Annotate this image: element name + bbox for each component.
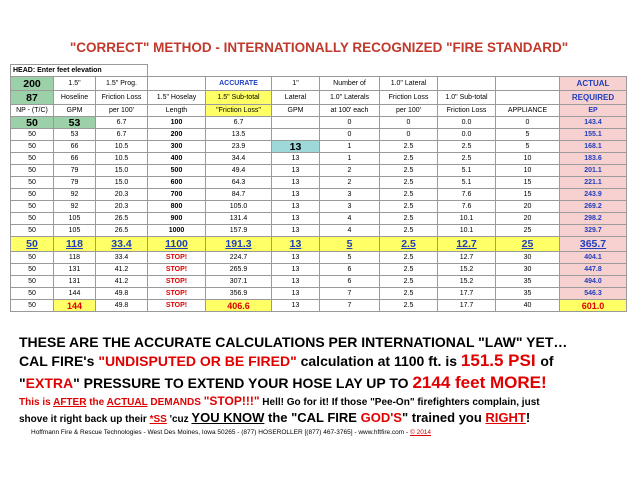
table-cell: 5 bbox=[320, 252, 380, 264]
table-cell: 79 bbox=[54, 177, 96, 189]
table-cell: 20 bbox=[496, 201, 560, 213]
table-cell: 13 bbox=[272, 264, 320, 276]
header-cell: Friction Loss bbox=[96, 91, 148, 105]
table-cell: 26.5 bbox=[96, 225, 148, 237]
table-cell: 356.9 bbox=[206, 288, 272, 300]
table-cell: 25 bbox=[496, 225, 560, 237]
table-cell: 10.5 bbox=[96, 141, 148, 153]
table-cell: 35 bbox=[496, 288, 560, 300]
table-cell: 800 bbox=[148, 201, 206, 213]
table-cell: 50 bbox=[11, 213, 54, 225]
table-row bbox=[11, 276, 627, 288]
table-cell: 131 bbox=[54, 264, 96, 276]
table-cell: 365.7 bbox=[560, 237, 627, 252]
table-cell: 2.5 bbox=[438, 153, 496, 165]
table-cell: 224.7 bbox=[206, 252, 272, 264]
table-cell: 243.9 bbox=[560, 189, 627, 201]
table-cell: 3 bbox=[320, 201, 380, 213]
table-cell: 50 bbox=[11, 141, 54, 153]
table-cell: 50 bbox=[11, 129, 54, 141]
table-cell: 105 bbox=[54, 213, 96, 225]
table-cell: 4 bbox=[320, 213, 380, 225]
table-cell: 35 bbox=[496, 276, 560, 288]
table-cell: 20.3 bbox=[96, 189, 148, 201]
table-cell: STOP! bbox=[148, 252, 206, 264]
header-row-1 bbox=[11, 77, 627, 91]
table-cell: 13 bbox=[272, 276, 320, 288]
table-cell: 13 bbox=[272, 300, 320, 312]
table-cell: 6.7 bbox=[206, 117, 272, 129]
table-row bbox=[11, 300, 627, 312]
table-cell: 92 bbox=[54, 189, 96, 201]
table-cell: 13 bbox=[272, 189, 320, 201]
table-cell: 13 bbox=[272, 252, 320, 264]
table-cell: 13 bbox=[272, 288, 320, 300]
table-cell bbox=[272, 117, 320, 129]
table-cell: 33.4 bbox=[96, 237, 148, 252]
header-cell: 1.0" Sub-total bbox=[438, 91, 496, 105]
table-cell: 191.3 bbox=[206, 237, 272, 252]
table-cell: 15.0 bbox=[96, 177, 148, 189]
header-cell: EP bbox=[560, 105, 627, 117]
header-cell: "Friction Loss" bbox=[206, 105, 272, 117]
table-cell: 50 bbox=[11, 153, 54, 165]
table-cell: 84.7 bbox=[206, 189, 272, 201]
table-cell: 404.1 bbox=[560, 252, 627, 264]
table-cell: 329.7 bbox=[560, 225, 627, 237]
header-cell: Hoseline bbox=[54, 91, 96, 105]
table-cell: 2.5 bbox=[380, 177, 438, 189]
table-cell: 900 bbox=[148, 213, 206, 225]
table-cell: 400 bbox=[148, 153, 206, 165]
table-row bbox=[11, 288, 627, 300]
header-cell: Number of bbox=[320, 77, 380, 91]
table-cell[interactable]: 53 bbox=[54, 117, 96, 129]
table-cell: 15.2 bbox=[438, 276, 496, 288]
table-cell: 100 bbox=[148, 117, 206, 129]
table-cell: 13 bbox=[272, 237, 320, 252]
table-cell: 17.7 bbox=[438, 288, 496, 300]
footer-credit: Hoffmann Fire & Rescue Technologies - West Des Moines, Iowa 50265 - (877) HOSEROLLER [(877) 467-3765] - www.hftfire.com - © 2014 bbox=[31, 429, 432, 436]
header-cell: NP - (T/C) bbox=[11, 105, 54, 117]
table-cell: 0 bbox=[380, 129, 438, 141]
table-cell: 200 bbox=[148, 129, 206, 141]
header-row-2 bbox=[11, 91, 627, 105]
table-row bbox=[11, 201, 627, 213]
table-cell: 144 bbox=[54, 288, 96, 300]
head-value[interactable]: 200 bbox=[11, 77, 54, 91]
table-cell: 2.5 bbox=[380, 213, 438, 225]
table-cell: 105 bbox=[54, 225, 96, 237]
table-cell: 2.5 bbox=[380, 201, 438, 213]
table-row bbox=[11, 264, 627, 276]
header-cell: Friction Loss bbox=[438, 105, 496, 117]
table-cell: 40 bbox=[496, 300, 560, 312]
table-cell: 30 bbox=[496, 264, 560, 276]
table-cell: 50 bbox=[11, 177, 54, 189]
table-cell: 183.6 bbox=[560, 153, 627, 165]
table-row bbox=[11, 213, 627, 225]
table-cell: 41.2 bbox=[96, 264, 148, 276]
table-cell: 10 bbox=[496, 153, 560, 165]
header-cell: ACTUAL bbox=[560, 77, 627, 91]
table-cell: 155.1 bbox=[560, 129, 627, 141]
table-cell: 50 bbox=[11, 288, 54, 300]
header-cell: 1.5" Hoselay bbox=[148, 91, 206, 105]
table-cell: 5 bbox=[496, 141, 560, 153]
table-cell: 1100 bbox=[148, 237, 206, 252]
commentary-line-4: This is AFTER the ACTUAL DEMANDS "STOP!!!" Hell! Go for it! If those "Pee-On" firefighters complain, just bbox=[19, 394, 540, 408]
table-cell: 265.9 bbox=[206, 264, 272, 276]
table-cell: 2.5 bbox=[380, 225, 438, 237]
header-cell: 1.5" Prog. bbox=[96, 77, 148, 91]
table-cell: 2.5 bbox=[380, 189, 438, 201]
commentary-line-5: shove it right back up their *SS 'cuz YOU KNOW the "CAL FIRE GOD'S" trained you RIGHT! bbox=[19, 410, 531, 425]
table-cell: 3 bbox=[320, 189, 380, 201]
table-cell: 12.7 bbox=[438, 237, 496, 252]
table-cell: 15 bbox=[496, 177, 560, 189]
commentary-heading: THESE ARE THE ACCURATE CALCULATIONS PER INTERNATIONAL "LAW" YET… bbox=[19, 334, 568, 350]
table-cell: 2.5 bbox=[380, 288, 438, 300]
table-cell: 25 bbox=[496, 237, 560, 252]
table-cell: 131.4 bbox=[206, 213, 272, 225]
table-cell: 41.2 bbox=[96, 276, 148, 288]
table-cell: 10.5 bbox=[96, 153, 148, 165]
table-row bbox=[11, 252, 627, 264]
table-cell: 49.8 bbox=[96, 300, 148, 312]
table-cell: 0 bbox=[320, 129, 380, 141]
table-cell: 20 bbox=[496, 213, 560, 225]
header-cell bbox=[496, 77, 560, 91]
header-cell: GPM bbox=[54, 105, 96, 117]
table-cell: 600 bbox=[148, 177, 206, 189]
table-cell: 157.9 bbox=[206, 225, 272, 237]
table-cell: 7 bbox=[320, 288, 380, 300]
table-cell: 7.6 bbox=[438, 201, 496, 213]
header-cell: GPM bbox=[272, 105, 320, 117]
table-cell[interactable]: 50 bbox=[11, 117, 54, 129]
table-cell: 13 bbox=[272, 177, 320, 189]
table-cell: 0 bbox=[320, 117, 380, 129]
table-row bbox=[11, 153, 627, 165]
copyright-link[interactable]: © 2014 bbox=[409, 429, 432, 436]
table-cell: 13 bbox=[272, 141, 320, 153]
table-cell: 26.5 bbox=[96, 213, 148, 225]
header-cell: at 100' each bbox=[320, 105, 380, 117]
table-cell: 2.5 bbox=[380, 141, 438, 153]
table-cell: 5.1 bbox=[438, 165, 496, 177]
table-cell: 2.5 bbox=[380, 237, 438, 252]
table-cell: 64.3 bbox=[206, 177, 272, 189]
page-title: "CORRECT" METHOD - INTERNATIONALLY RECOGNIZED "FIRE STANDARD" bbox=[69, 40, 569, 55]
table-cell: 0 bbox=[380, 117, 438, 129]
table-cell: 13 bbox=[272, 201, 320, 213]
table-cell: 6.7 bbox=[96, 129, 148, 141]
table-cell: 13 bbox=[272, 153, 320, 165]
table-cell: 2.5 bbox=[438, 141, 496, 153]
table-cell: 53 bbox=[54, 129, 96, 141]
table-cell: 50 bbox=[11, 189, 54, 201]
table-cell: 13.5 bbox=[206, 129, 272, 141]
table-cell: 406.6 bbox=[206, 300, 272, 312]
table-cell: 49.4 bbox=[206, 165, 272, 177]
table-cell: 10.1 bbox=[438, 225, 496, 237]
header-cell: 1.5" bbox=[54, 77, 96, 91]
table-cell: 2.5 bbox=[380, 252, 438, 264]
table-cell: 50 bbox=[11, 237, 54, 252]
table-cell: 2.5 bbox=[380, 276, 438, 288]
feet-value: 2144 bbox=[412, 373, 451, 392]
table-cell: 0.0 bbox=[438, 117, 496, 129]
table-cell: 34.4 bbox=[206, 153, 272, 165]
table-cell: 50 bbox=[11, 300, 54, 312]
table-cell: 15.2 bbox=[438, 264, 496, 276]
table-cell: 6 bbox=[320, 276, 380, 288]
table-cell: 269.2 bbox=[560, 201, 627, 213]
header-cell: 1.5" Sub-total bbox=[206, 91, 272, 105]
table-cell: 7.6 bbox=[438, 189, 496, 201]
table-cell: 700 bbox=[148, 189, 206, 201]
table-row bbox=[11, 141, 627, 153]
table-row bbox=[11, 225, 627, 237]
table-cell: 307.1 bbox=[206, 276, 272, 288]
header-cell: ACCURATE bbox=[206, 77, 272, 91]
header-cell bbox=[438, 77, 496, 91]
table-cell: 50 bbox=[11, 225, 54, 237]
table-cell: 2.5 bbox=[380, 300, 438, 312]
table-cell: 1 bbox=[320, 153, 380, 165]
table-cell: 33.4 bbox=[96, 252, 148, 264]
friction-loss-table bbox=[10, 64, 627, 312]
table-cell: 0 bbox=[496, 117, 560, 129]
table-cell: 6.7 bbox=[96, 117, 148, 129]
nozzle-pressure-value[interactable]: 87 bbox=[11, 91, 54, 105]
table-cell: 168.1 bbox=[560, 141, 627, 153]
table-cell: 30 bbox=[496, 252, 560, 264]
commentary bbox=[19, 334, 629, 438]
table-cell: 1000 bbox=[148, 225, 206, 237]
table-cell: 13 bbox=[272, 165, 320, 177]
table-cell: 300 bbox=[148, 141, 206, 153]
table-cell bbox=[272, 129, 320, 141]
table-row bbox=[11, 177, 627, 189]
table-cell: STOP! bbox=[148, 264, 206, 276]
table-cell: 546.3 bbox=[560, 288, 627, 300]
table-cell: 10 bbox=[496, 165, 560, 177]
table-cell: 2 bbox=[320, 177, 380, 189]
table-cell: STOP! bbox=[148, 300, 206, 312]
table-cell: STOP! bbox=[148, 288, 206, 300]
head-elevation-label: HEAD: Enter feet elevation bbox=[11, 65, 148, 77]
header-cell: Lateral bbox=[272, 91, 320, 105]
header-cell: 1.0" Laterals bbox=[320, 91, 380, 105]
table-cell: 118 bbox=[54, 252, 96, 264]
header-cell: Friction Loss bbox=[380, 91, 438, 105]
header-cell: APPLIANCE bbox=[496, 105, 560, 117]
table-cell: 2.5 bbox=[380, 264, 438, 276]
table-cell: 601.0 bbox=[560, 300, 627, 312]
table-cell: 143.4 bbox=[560, 117, 627, 129]
header-cell: REQUIRED bbox=[560, 91, 627, 105]
table-cell: 92 bbox=[54, 201, 96, 213]
table-cell: 13 bbox=[272, 213, 320, 225]
table-row bbox=[11, 165, 627, 177]
table-cell: 6 bbox=[320, 264, 380, 276]
table-cell: 2.5 bbox=[380, 153, 438, 165]
psi-value: 151.5 bbox=[460, 351, 504, 370]
table-cell: 15 bbox=[496, 189, 560, 201]
table-row bbox=[11, 237, 627, 252]
header-cell: 1" bbox=[272, 77, 320, 91]
header-row-3 bbox=[11, 105, 627, 117]
table-cell: 298.2 bbox=[560, 213, 627, 225]
table-cell: 447.8 bbox=[560, 264, 627, 276]
header-cell: per 100' bbox=[380, 105, 438, 117]
table-cell: 50 bbox=[11, 165, 54, 177]
table-cell: 2 bbox=[320, 165, 380, 177]
table-cell: 50 bbox=[11, 201, 54, 213]
commentary-line-2: CAL FIRE's "UNDISPUTED OR BE FIRED" calculation at 1100 ft. is 151.5 PSI of bbox=[19, 351, 554, 370]
table-row bbox=[11, 129, 627, 141]
table-cell: 105.0 bbox=[206, 201, 272, 213]
table-cell: STOP! bbox=[148, 276, 206, 288]
table-cell: 0.0 bbox=[438, 129, 496, 141]
header-cell: Length bbox=[148, 105, 206, 117]
table-cell: 2.5 bbox=[380, 165, 438, 177]
header-cell: per 100' bbox=[96, 105, 148, 117]
table-cell: 5 bbox=[496, 129, 560, 141]
table-cell: 23.9 bbox=[206, 141, 272, 153]
table-cell: 13 bbox=[272, 225, 320, 237]
table-row bbox=[11, 117, 627, 129]
table-cell: 201.1 bbox=[560, 165, 627, 177]
table-cell: 50 bbox=[11, 252, 54, 264]
table-cell: 494.0 bbox=[560, 276, 627, 288]
table-cell: 12.7 bbox=[438, 252, 496, 264]
table-cell: 66 bbox=[54, 141, 96, 153]
table-cell: 10.1 bbox=[438, 213, 496, 225]
table-cell: 4 bbox=[320, 225, 380, 237]
table-cell: 17.7 bbox=[438, 300, 496, 312]
header-cell bbox=[496, 91, 560, 105]
header-cell: 1.0" Lateral bbox=[380, 77, 438, 91]
table-cell: 5 bbox=[320, 237, 380, 252]
table-cell: 49.8 bbox=[96, 288, 148, 300]
table-cell: 144 bbox=[54, 300, 96, 312]
table-cell: 1 bbox=[320, 141, 380, 153]
table-cell: 79 bbox=[54, 165, 96, 177]
table-cell: 20.3 bbox=[96, 201, 148, 213]
table-cell: 118 bbox=[54, 237, 96, 252]
table-cell: 66 bbox=[54, 153, 96, 165]
header-cell bbox=[148, 77, 206, 91]
table-cell: 131 bbox=[54, 276, 96, 288]
table-cell: 50 bbox=[11, 264, 54, 276]
table-cell: 5.1 bbox=[438, 177, 496, 189]
commentary-line-3: "EXTRA" PRESSURE TO EXTEND YOUR HOSE LAY UP TO 2144 feet MORE! bbox=[19, 373, 547, 392]
table-cell: 7 bbox=[320, 300, 380, 312]
table-row bbox=[11, 189, 627, 201]
table-cell: 500 bbox=[148, 165, 206, 177]
table-cell: 50 bbox=[11, 276, 54, 288]
table-cell: 221.1 bbox=[560, 177, 627, 189]
table-cell: 15.0 bbox=[96, 165, 148, 177]
